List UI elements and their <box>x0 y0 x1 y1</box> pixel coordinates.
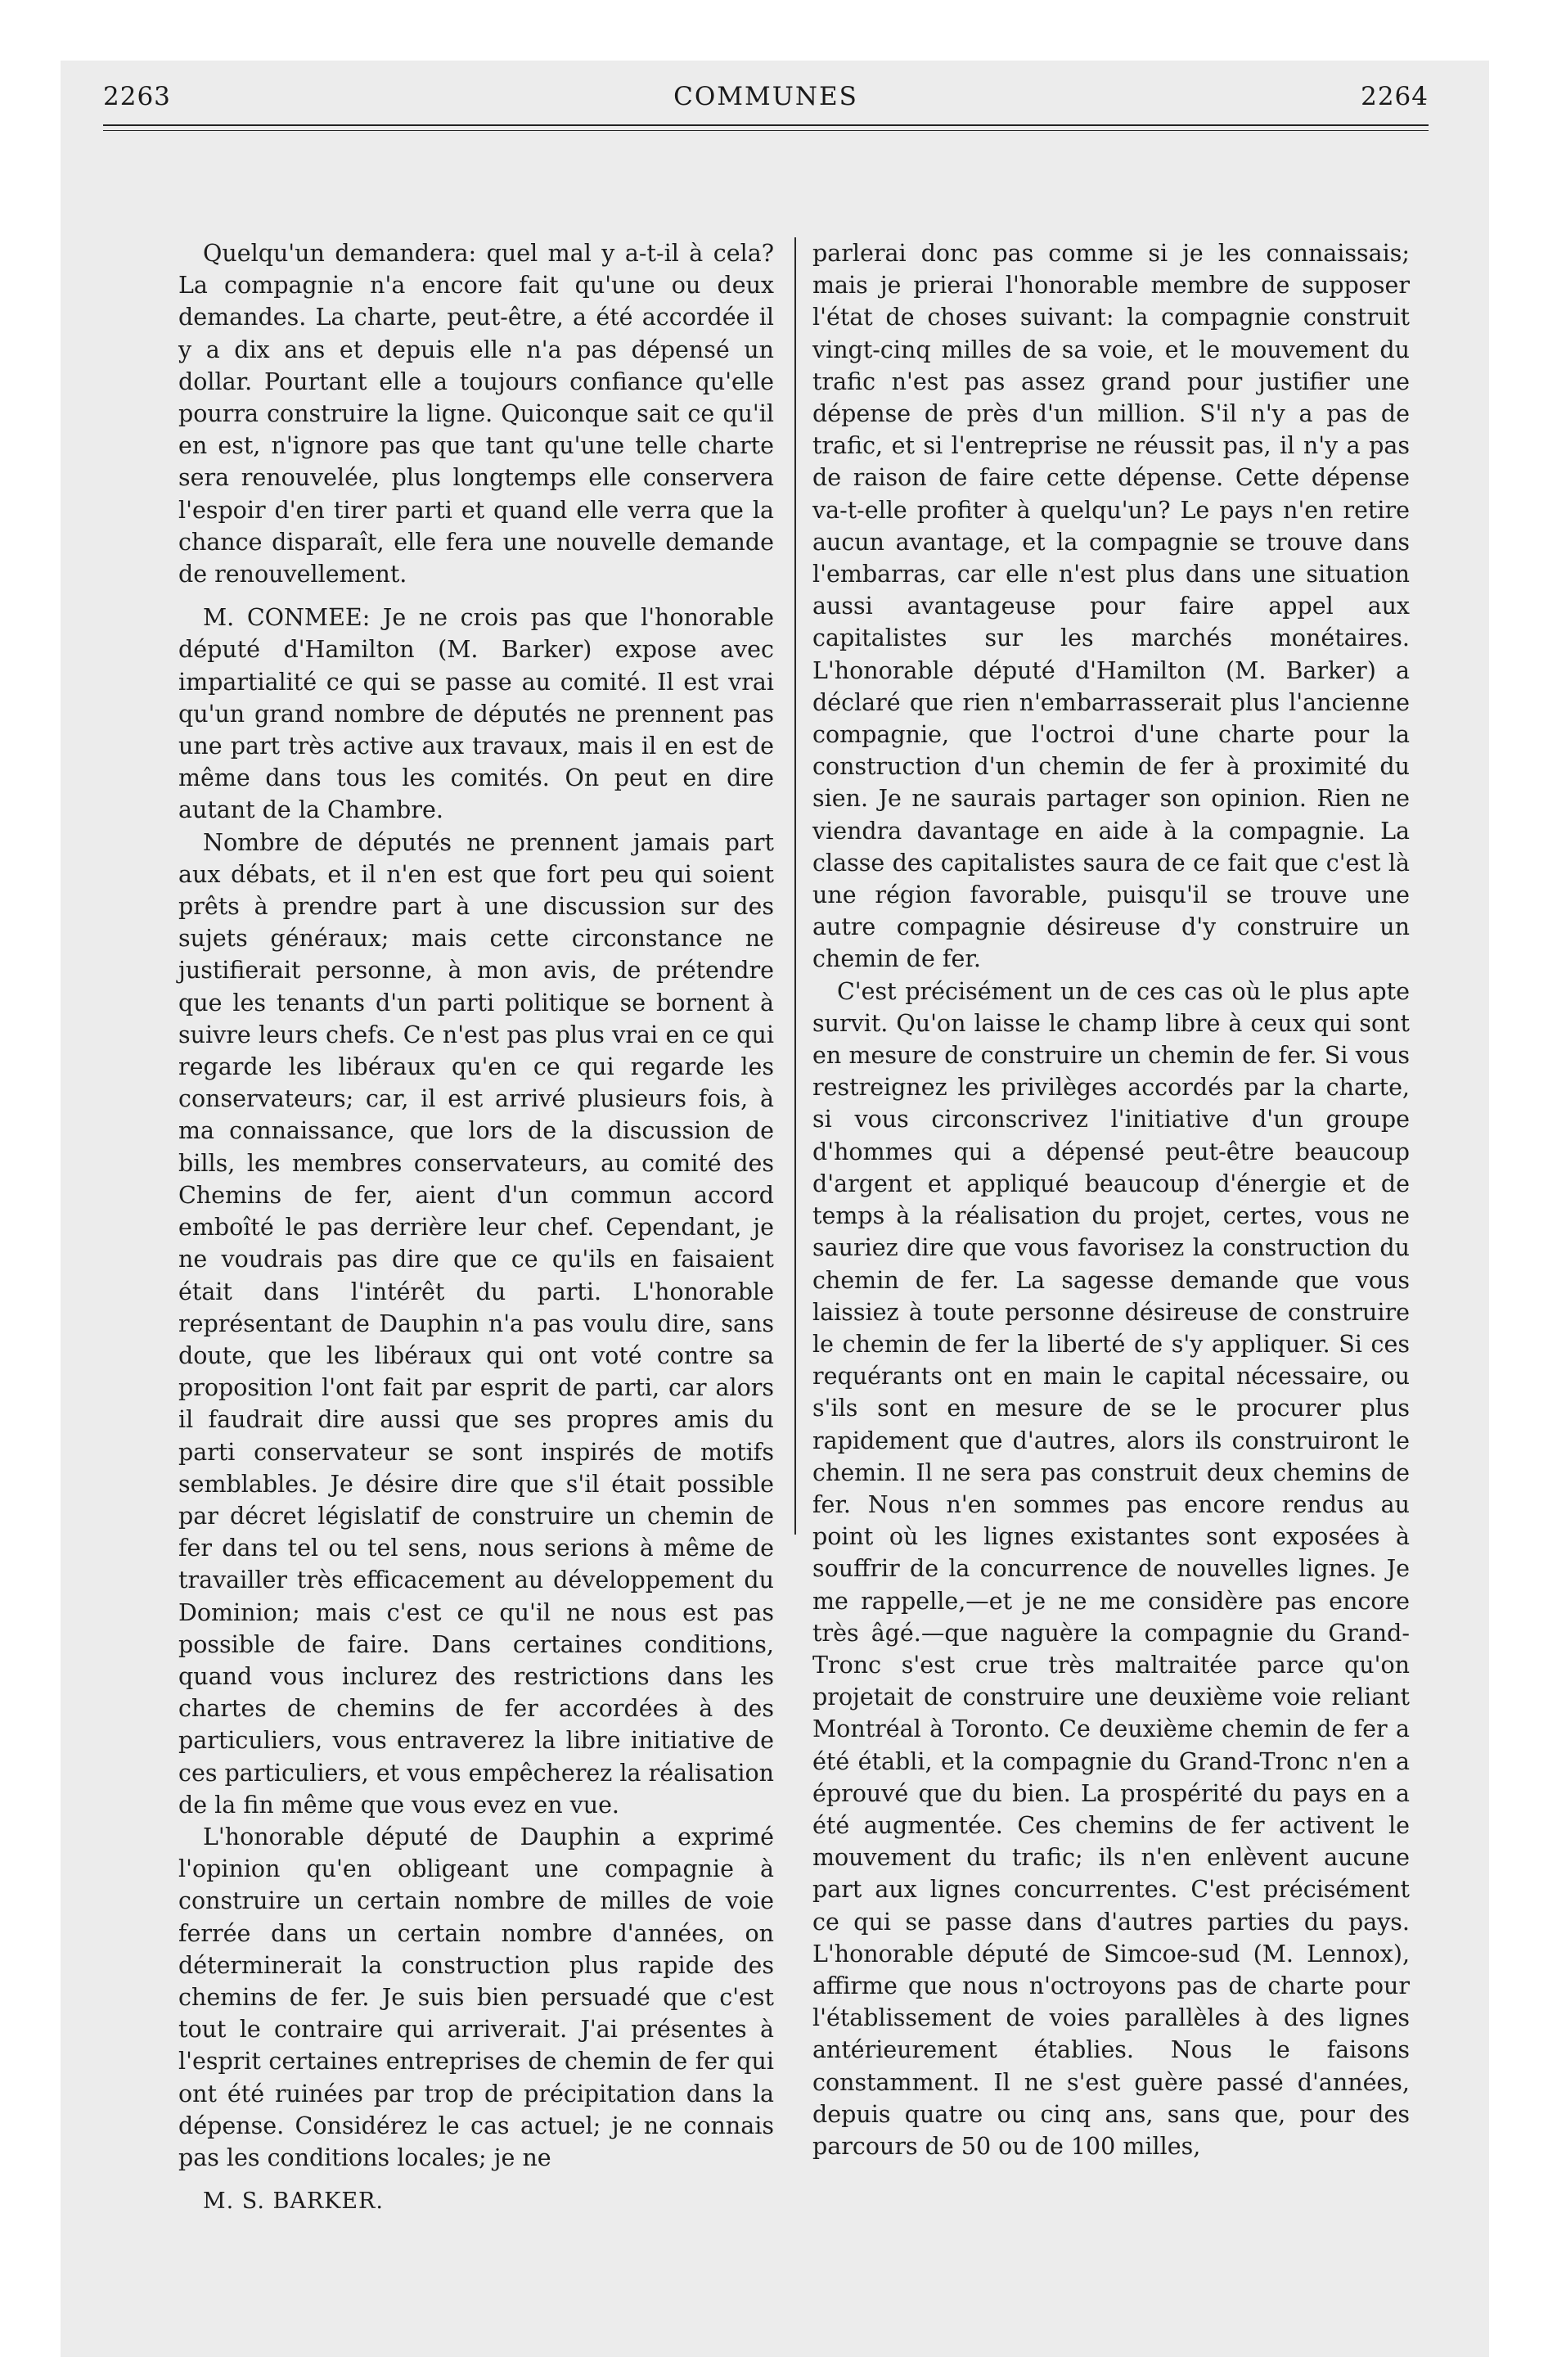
paragraph: Nombre de députés ne prennent jamais part aux débats, et il n'en est que fort peu qui soient prêts à prendre part à une discussion sur des sujets généraux; mais cette circonstance ne justifierait personne, à mon avis, de prétendre que les tenants d'un parti politique se bornent à suivre leurs chefs. Ce n'est pas plus vrai en ce qui regarde les libéraux qu'en ce qui regarde les conservateurs; car, il est arrivé plusieurs fois, à ma connaissance, que lors de la discussion de bills, les membres conservateurs, au comité des Chemins de fer, aient d'un commun accord emboîté le pas derrière leur chef. Cependant, je ne voudrais pas dire que ce qu'ils en faisaient était dans l'intérêt du parti. L'honorable représentant de Dauphin n'a pas voulu dire, sans doute, que les libéraux qui ont voté contre sa proposition l'ont fait par esprit de parti, car alors il faudrait dire aussi que ses propres amis du parti conservateur se sont inspirés de motifs semblables. Je désire dire que s'il était possible par décret législatif de construire un chemin de fer dans tel ou tel sens, nous serions à même de travailler très efficacement au développement du Dominion; mais c'est ce qu'il ne nous est pas possible de faire. Dans certaines conditions, quand vous inclurez des restrictions dans les chartes de chemins de fer accordées à des particuliers, vous entraverez la libre initiative de ces particuliers, et vous empêcherez la réalisation de la fin même que vous evez en vue. <box>178 828 774 1819</box>
running-title: COMMUNES <box>673 82 858 111</box>
paragraph: Quelqu'un demandera: quel mal y a-t-il à cela? La compagnie n'a encore fait qu'une ou deux demandes. La charte, peut-être, a été accordée il y a dix ans et depuis elle n'a pas dépensé un dollar. Pourtant elle a toujours confiance qu'elle pourra construire la ligne. Quiconque sait ce qu'il en est, n'ignore pas que tant qu'une telle charte sera renouvelée, plus longtemps elle conservera l'espoir d'en tirer parti et quand elle verra que la chance disparaît, elle fera une nouvelle demande de renouvellement. <box>178 240 774 588</box>
paragraph: C'est précisément un de ces cas où le plus apte survit. Qu'on laisse le champ libre à ceux qui sont en mesure de construire un chemin de fer. Si vous restreignez les privilèges accordés par la charte, si vous circonscrivez l'initiative d'un groupe d'hommes qui a dépensé peut-être beaucoup d'argent et appliqué beaucoup d'énergie et de temps à la réalisation du projet, certes, vous ne sauriez dire que vous favorisez la construction du chemin de fer. La sagesse demande que vous laissiez à toute personne désireuse de construire le chemin de fer la liberté de s'y appliquer. Si ces requérants ont en main le capital nécessaire, ou s'ils sont en mesure de se le procurer plus rapidement que d'autres, alors ils construiront le chemin. Il ne sera pas construit deux chemins de fer. Nous n'en sommes pas encore rendus au point où les lignes existantes sont exposées à souffrir de la concurrence de nouvelles lignes. Je me rappelle,—et je ne me considère pas encore très âgé.—que naguère la compagnie du Grand-Tronc s'est crue très maltraitée parce qu'on projetait de construire une deuxième voie reliant Montréal à Toronto. Ce deuxième chemin de fer a été établi, et la compagnie du Grand-Tronc n'en a éprouvé que du bien. La prospérité du pays en a été augmentée. Ces chemins de fer activent le mouvement du trafic; ils n'en enlèvent aucune part aux lignes concurrentes. C'est précisément ce qui se passe dans d'autres parties du pays. L'honorable député de Simcoe-sud (M. Lennox), affirme que nous n'octroyons pas de charte pour l'établissement de voies parallèles à des lignes antérieurement établies. Nous le faisons constamment. Il ne s'est guère passé d'années, depuis quatre ou cinq ans, sans que, pour des parcours de 50 ou de 100 milles, <box>812 977 1410 2160</box>
page-header <box>103 82 1429 115</box>
left-column <box>178 237 774 2217</box>
page-number-right: 2264 <box>1361 82 1429 111</box>
right-column <box>812 237 1410 2162</box>
header-rule <box>103 124 1429 126</box>
column-divider <box>794 237 796 1535</box>
paragraph: parlerai donc pas comme si je les connaissais; mais je prierai l'honorable membre de supposer l'état de choses suivant: la compagnie construit vingt-cinq milles de sa voie, et le mouvement du trafic n'est pas assez grand pour justifier une dépense de près d'un million. S'il n'y a pas de trafic, et si l'entreprise ne réussit pas, il n'y a pas de raison de faire cette dépense. Cette dépense va-t-elle profiter à quelqu'un? Le pays n'en retire aucun avantage, et la compagnie se trouve dans l'embarras, car elle n'est plus dans une situation aussi avantageuse pour faire appel aux capitalistes sur les marchés monétaires. L'honorable député d'Hamilton (M. Barker) a déclaré que rien n'embarrasserait plus l'ancienne compagnie, que l'octroi d'une charte pour la construction d'un chemin de fer à proximité du sien. Je ne saurais partager son opinion. Rien ne viendra davantage en aide à la compagnie. La classe des capitalistes saura de ce fait que c'est là une région favorable, puisqu'il se trouve une autre compagnie désireuse d'y construire un chemin de fer. <box>812 240 1410 973</box>
speaker-signature: M. S. BARKER. <box>203 2188 384 2215</box>
page-number-left: 2263 <box>103 82 171 111</box>
paragraph: L'honorable député de Dauphin a exprimé l'opinion qu'en obligeant une compagnie à construire un certain nombre de milles de voie ferrée dans un certain nombre d'années, on déterminerait la construction plus rapide des chemins de fer. Je suis bien persuadé que c'est tout le contraire qui arriverait. J'ai présentes à l'esprit certaines entreprises de chemin de fer qui ont été ruinées par trop de précipitation dans la dépense. Considérez le cas actuel; je ne connais pas les conditions locales; je ne <box>178 1823 774 2171</box>
header-rule-thin <box>103 130 1429 131</box>
paragraph: M. CONMEE: Je ne crois pas que l'honorable député d'Hamilton (M. Barker) expose avec impartialité ce qui se passe au comité. Il est vrai qu'un grand nombre de députés ne prennent pas une part très active aux travaux, mais il en est de même dans tous les comités. On peut en dire autant de la Chambre. <box>178 604 774 824</box>
